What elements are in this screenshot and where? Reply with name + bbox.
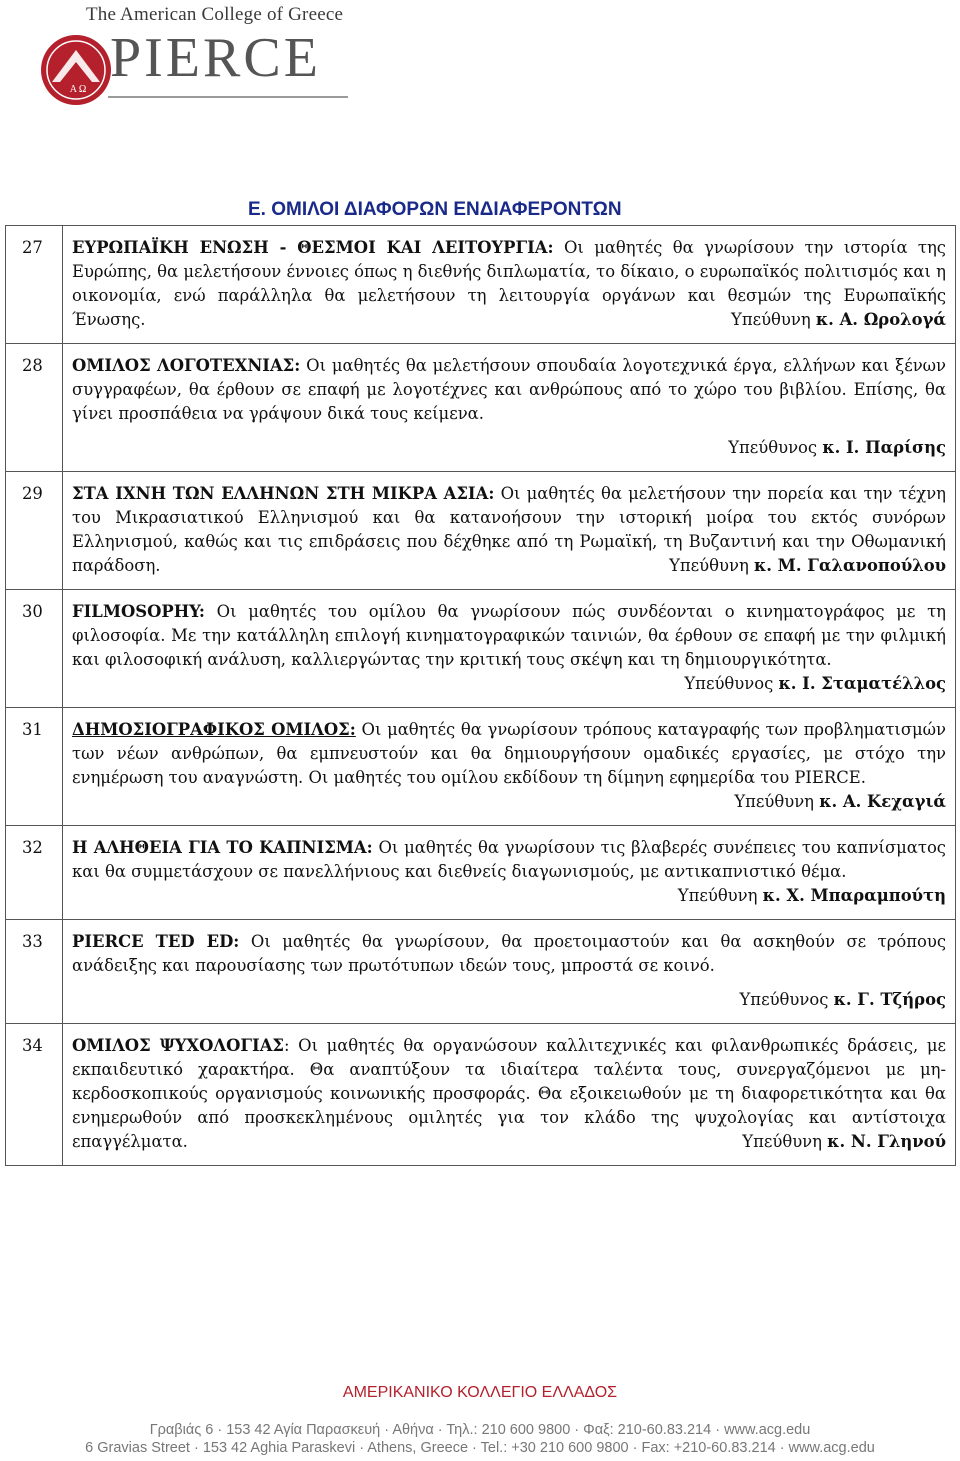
item-description: [63, 226, 956, 344]
table-row: [6, 590, 956, 708]
item-description: [63, 1024, 956, 1166]
item-text: Οι μαθητές θα γνωρίσουν τις βλαβερές συνέπειες του καπνίσματος και θα συμμετάσχουν σε πανελλήνιους και διεθνείς διαγωνισμούς, με αντικαπνιστικό θέμα.: [72, 838, 946, 881]
item-title: ΟΜΙΛΟΣ ΛΟΓΟΤΕΧΝΙΑΣ:: [72, 356, 301, 375]
item-number: 34: [6, 1024, 63, 1166]
footer-org-name: ΑΜΕΡΙΚΑΝΙΚΟ ΚΟΛΛΕΓΙΟ ΕΛΛΑΔΟΣ: [342, 1384, 618, 1401]
item-description: [63, 826, 956, 920]
item-number: 33: [6, 920, 63, 1024]
item-title: ΔΗΜΟΣΙΟΓΡΑΦΙΚΟΣ ΟΜΙΛΟΣ:: [72, 720, 356, 739]
clubs-table: [5, 225, 956, 1166]
footer-address-english: 6 Gravias Street · 153 42 Aghia Paraskevi · Athens, Greece · Tel.: +30 210 600 9800 · Fax: +210-60.83.214 · www.acg.edu: [85, 1440, 875, 1456]
item-title: ΟΜΙΛΟΣ ΨΥΧΟΛΟΓΙΑΣ: [72, 1036, 285, 1055]
item-description: [63, 708, 956, 826]
item-description: [63, 344, 956, 472]
item-text: Οι μαθητές θα μελετήσουν την πορεία και την τέχνη του Μικρασιατικού Ελληνισμού και θα κατανοήσουν την ιστορική μοίρα του εκτός συνόρων Ελληνισμού, καθώς και τις επιδράσεις που δέχθηκε από τη Ρωμαϊκή, τη Βυζαντινή και την Οθωμανική παράδοση.: [72, 484, 946, 575]
item-description: [63, 472, 956, 590]
seal-letters: Α Ω: [69, 84, 87, 95]
item-responsible: Υπεύθυνος κ. Γ. Τζήρος: [739, 990, 946, 1009]
item-number: 31: [6, 708, 63, 826]
college-seal-icon: [38, 32, 114, 108]
college-name: The American College of Greece: [86, 4, 344, 25]
item-responsible: Υπεύθυνη κ. Ν. Γληνού: [742, 1132, 946, 1151]
item-title: Η ΑΛΗΘΕΙΑ ΓΙΑ ΤΟ ΚΑΠΝΙΣΜΑ:: [72, 838, 373, 857]
item-number: 28: [6, 344, 63, 472]
item-text: Οι μαθητές θα γνωρίσουν, θα προετοιμαστούν και θα ασκηθούν σε τρόπους ανάδειξης και παρουσίασης των πρωτότυπων ιδεών τους, μπροστά σε κοινό.: [72, 932, 947, 975]
item-text: Οι μαθητές θα γνωρίσουν την ιστορία της Ευρώπης, θα μελετήσουν έννοιες όπως η διεθνής διπλωματία, το δίκαιο, ο ευρωπαϊκός πολιτισμός και η οικονομία, ενώ παράλληλα θα μελετήσουν τη λειτουργία οργάνων και θεσμών της Ευρωπαϊκής Ένωσης.: [72, 238, 946, 329]
item-text: Οι μαθητές του ομίλου θα γνωρίσουν πώς συνδέονται ο κινηματογράφος με τη φιλοσοφία. Με την κατάλληλη επιλογή κινηματογραφικών ταινιών, θα έρθουν σε επαφή με την φιλμική και φιλοσοφική ανάλυση, καλλιεργώντας την κριτική τους σκέψη και τη δημιουργικότητα.: [72, 602, 946, 669]
table-row: [6, 920, 956, 1024]
item-text: Οι μαθητές θα γνωρίσουν τρόπους καταγραφής των προβληματισμών των νέων ανθρώπων, θα εμπνευστούν και θα δημιουργήσουν ομαδικές εργασίες, με στόχο την ενημέρωση του αναγνώστη. Οι μαθητές του ομίλου εκδίδουν τη δίμηνη εφημερίδα του PIERCE.: [72, 720, 946, 787]
item-title: ΕΥΡΩΠΑΪΚΗ ΕΝΩΣΗ - ΘΕΣΜΟΙ ΚΑΙ ΛΕΙΤΟΥΡΓΙΑ:: [72, 238, 554, 257]
item-responsible: Υπεύθυνος κ. Ι. Σταματέλλος: [684, 674, 946, 693]
item-responsible: Υπεύθυνη κ. Α. Ωρολογά: [731, 310, 946, 329]
item-title: ΣΤΑ ΙΧΝΗ ΤΩΝ ΕΛΛΗΝΩΝ ΣΤΗ ΜΙΚΡΑ ΑΣΙΑ:: [72, 484, 495, 503]
item-number: 27: [6, 226, 63, 344]
footer-address-greek: Γραβιάς 6 · 153 42 Αγία Παρασκευή · Αθήνα · Τηλ.: 210 600 9800 · Φαξ: 210-60.83.214 · www.acg.edu: [149, 1422, 811, 1438]
item-text: Οι μαθητές θα οργανώσουν καλλιτεχνικές και φιλανθρωπικές δράσεις, με εκπαιδευτικό χαρακτήρα. Θα αναπτύξουν τα ιδιαίτερα ταλέντα τους, συνεργαζόμενοι με μη-κερδοσκοπικούς οργανισμούς κοινωνικής προσφοράς. Θα εξοικειωθούν με τη διαφορετικότητα και θα ενημερωθούν από προσκεκλημένους ομιλητές για τον κλάδο της ψυχολογίας και αντίστοιχα επαγγέλματα.: [72, 1036, 946, 1151]
item-title-colon: :: [284, 1036, 290, 1055]
item-description: [63, 590, 956, 708]
college-logo: [38, 0, 358, 110]
item-description: [63, 920, 956, 1024]
table-row: [6, 826, 956, 920]
section-title: Ε. ΟΜΙΛΟΙ ΔΙΑΦΟΡΩΝ ΕΝΔΙΑΦΕΡΟΝΤΩΝ: [248, 199, 622, 220]
brand-rule: [108, 96, 348, 98]
item-title: FILMOSOPHY:: [72, 602, 205, 621]
table-row: [6, 472, 956, 590]
brand-name: PIERCE: [110, 27, 321, 89]
item-responsible: Υπεύθυνη κ. Χ. Μπαραμπούτη: [677, 886, 946, 905]
table-row: [6, 1024, 956, 1166]
item-responsible: Υπεύθυνος κ. Ι. Παρίσης: [728, 438, 946, 457]
table-row: [6, 226, 956, 344]
item-title: PIERCE TED ED:: [72, 932, 240, 951]
item-number: 29: [6, 472, 63, 590]
item-number: 32: [6, 826, 63, 920]
item-responsible: Υπεύθυνη κ. Μ. Γαλανοπούλου: [669, 556, 946, 575]
item-number: 30: [6, 590, 63, 708]
table-row: [6, 708, 956, 826]
table-row: [6, 344, 956, 472]
item-text: Οι μαθητές θα μελετήσουν σπουδαία λογοτεχνικά έργα, ελλήνων και ξένων συγγραφέων, θα έρθουν σε επαφή με λογοτέχνες και ανθρώπους από το χώρο του βιβλίου. Επίσης, θα γίνει προσπάθεια να γράψουν δικά τους κείμενα.: [72, 356, 946, 423]
item-responsible: Υπεύθυνη κ. Α. Κεχαγιά: [734, 792, 946, 811]
